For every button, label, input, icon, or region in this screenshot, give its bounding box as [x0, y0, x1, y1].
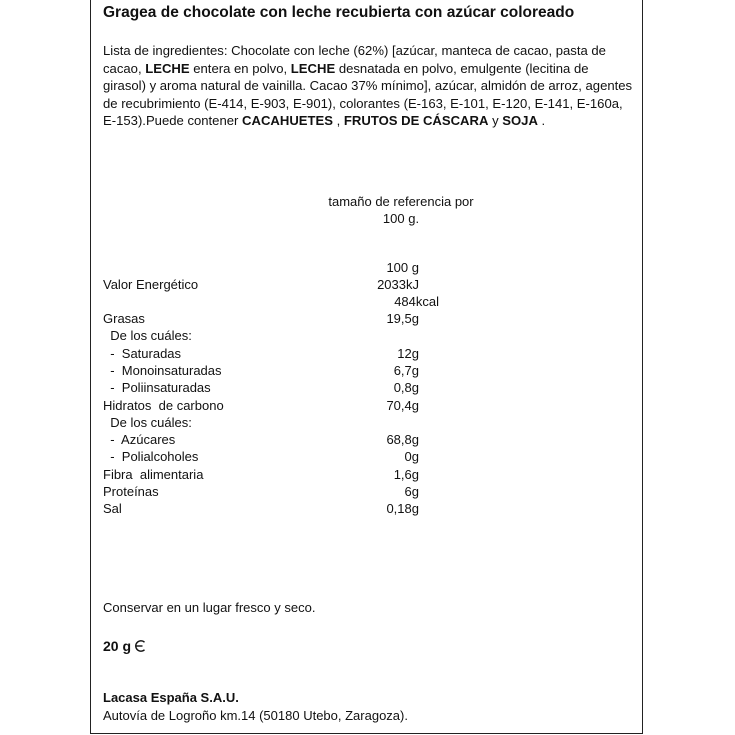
ingredients-text: desnatada en polvo, emulgente (lecitina de girasol) y aroma natural de vainilla. Cacao 37% mínimo], azúcar, almidón de arroz, agentes de recubrimiento (E-414, E-903, E-901), colorantes (E-163, E-101, E-120, E-141, E-160a, E-153).Puede contener: [103, 60, 633, 129]
column-header: 100 g: [386, 260, 419, 275]
ingredients-list: [103, 42, 633, 130]
nutrient-value: 1,6g: [393, 466, 419, 482]
nutrient-value: 68,8g: [386, 432, 419, 448]
allergen-milk: LECHE: [290, 60, 336, 76]
net-weight: [103, 638, 147, 654]
nutrient-label: De los cuáles:: [103, 414, 192, 430]
allergen-nuts: FRUTOS DE CÁSCARA: [343, 113, 489, 129]
ingredients-text: Lista de ingredientes: Chocolate con leche (62%) [azúcar, manteca de cacao, pasta de cacao,: [103, 43, 606, 76]
nutrient-label: Sal: [103, 501, 122, 517]
allergen-soy: SOJA: [502, 113, 538, 129]
company-name: Lacasa España S.A.U.: [103, 690, 239, 705]
nutrient-label: - Monoinsaturadas: [103, 362, 222, 378]
ingredients-text: entera en polvo,: [189, 60, 291, 76]
product-title: Gragea de chocolate con leche recubierta con azúcar coloreado: [103, 4, 575, 21]
nutrient-label: De los cuáles:: [103, 328, 192, 344]
energy-label: Valor Energético: [103, 277, 199, 292]
product-label: [90, 0, 643, 734]
nutrient-value: 0,8g: [393, 380, 419, 396]
energy-kj: 2033kJ: [377, 277, 419, 292]
reference-size-line2: 100 g.: [382, 211, 420, 226]
net-weight-value: 20 g: [103, 638, 132, 654]
nutrient-value: 0,18g: [386, 501, 419, 517]
ingredients-text: y: [488, 113, 503, 129]
nutrient-label: Hidratos de carbono: [103, 397, 224, 413]
e-mark-icon: [133, 639, 147, 653]
nutrient-label: Proteínas: [103, 484, 159, 499]
nutrient-label: - Poliinsaturadas: [103, 380, 211, 396]
storage-instructions: Conservar en un lugar fresco y seco.: [103, 600, 316, 615]
nutrient-label: Grasas: [103, 311, 145, 326]
allergen-milk: LECHE: [145, 60, 190, 76]
reference-size-line1: tamaño de referencia por: [328, 194, 474, 209]
allergen-peanuts: CACAHUETES: [242, 113, 333, 129]
nutrient-value: 19,5g: [386, 311, 419, 326]
ingredients-text: .: [537, 113, 546, 129]
nutrient-value: 70,4g: [386, 397, 419, 413]
energy-kcal: 484kcal: [394, 294, 439, 309]
nutrient-value: 12g: [397, 345, 419, 361]
nutrient-label: Fibra alimentaria: [103, 466, 204, 482]
company-address: Autovía de Logroño km.14 (50180 Utebo, Zaragoza).: [103, 708, 408, 723]
nutrient-label: - Polialcoholes: [103, 449, 199, 465]
ingredients-text: ,: [332, 113, 344, 129]
nutrient-value: 6,7g: [393, 362, 419, 378]
nutrient-label: - Azúcares: [103, 432, 176, 448]
nutrient-value: 0g: [404, 449, 419, 465]
nutrient-label: - Saturadas: [103, 345, 182, 361]
nutrient-value: 6g: [404, 484, 419, 499]
